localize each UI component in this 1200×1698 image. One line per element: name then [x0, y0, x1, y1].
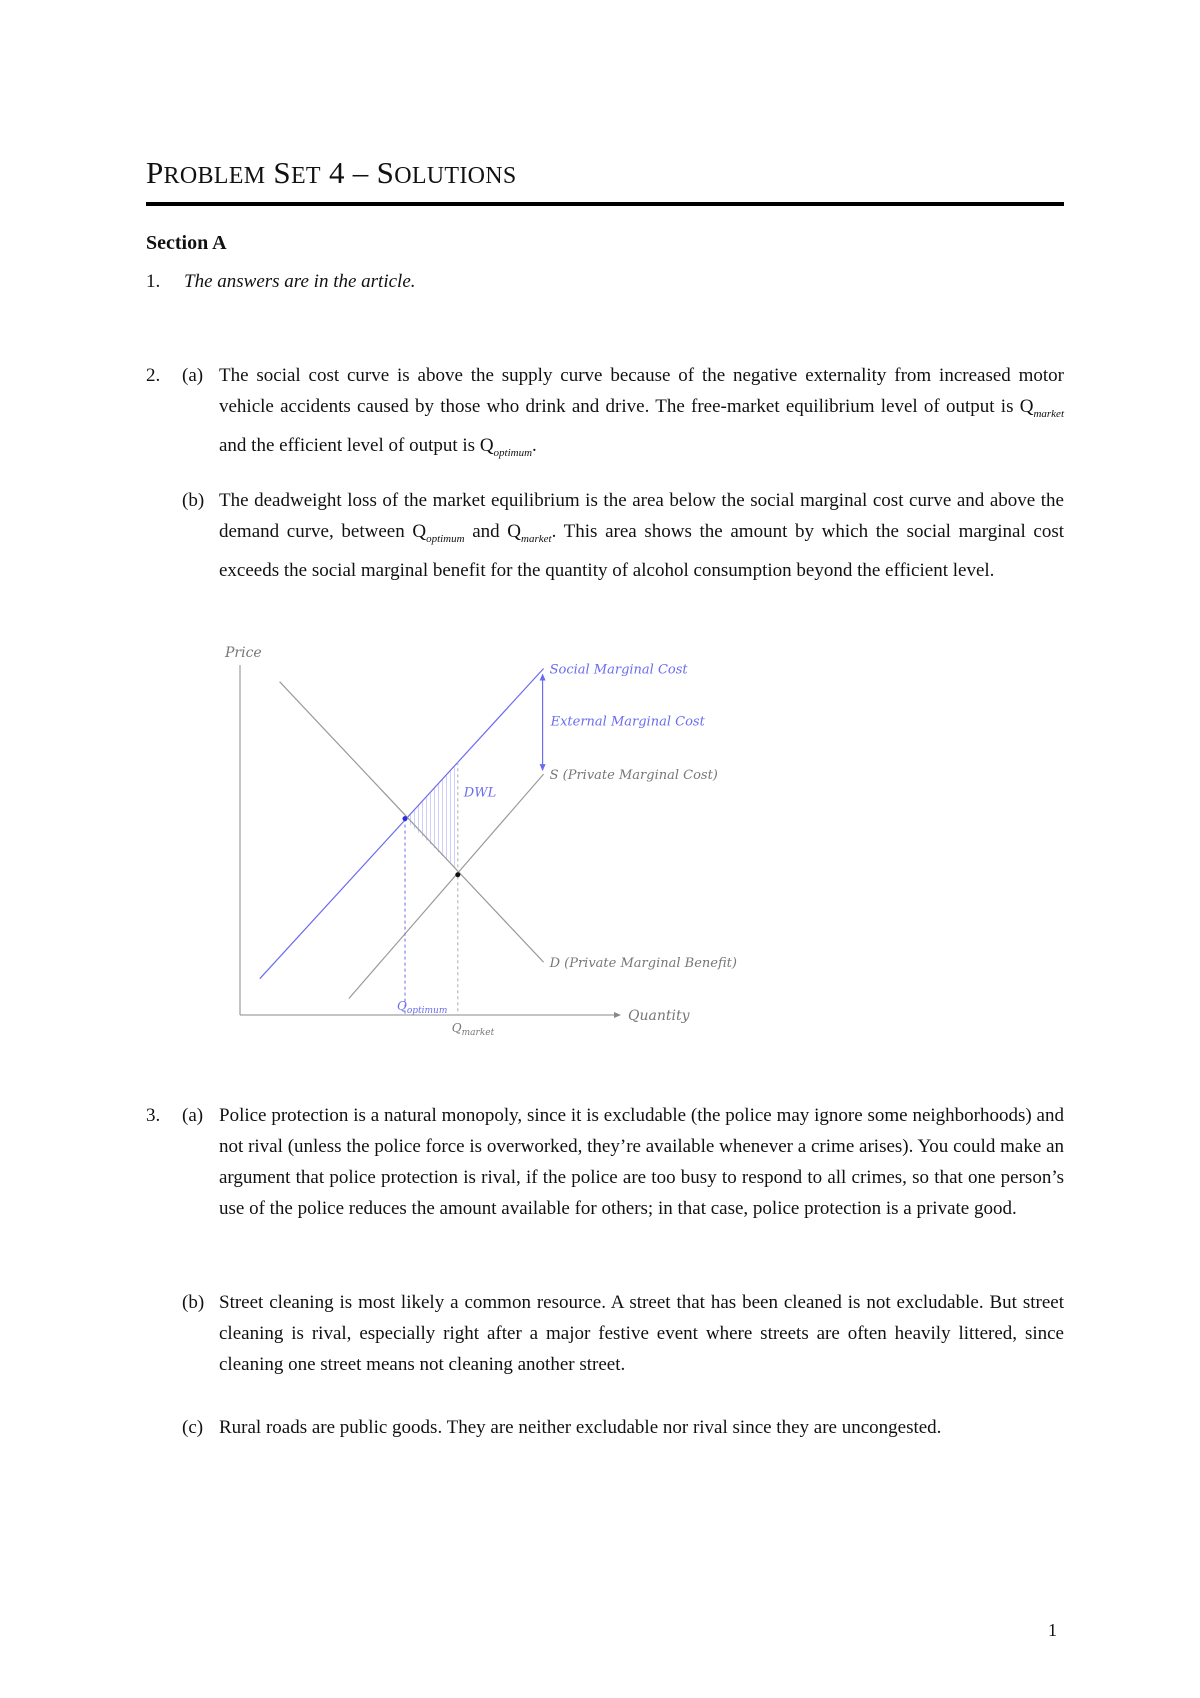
dwl-label: DWL: [463, 785, 497, 801]
market-point: [455, 872, 460, 877]
question-2b-text: The deadweight loss of the market equilibrium is the area below the social marginal cost curve and above the demand curve, between $Q_{optimum}$ and $Q_{market}$. This area shows the amount by which the social marginal cost exceeds the social marginal benefit for the quantity of alcohol consumption beyond the efficient level.: [219, 490, 1065, 581]
externality-chart: [190, 625, 790, 1045]
question-number: 3.: [146, 1105, 161, 1126]
page-title: PROBLEM SET 4 – SOLUTIONS: [146, 155, 517, 190]
part-label: (a): [182, 1105, 204, 1126]
question-number: 1.: [146, 271, 161, 292]
demand-label: D (Private Marginal Benefit): [549, 956, 737, 972]
question-3a-text: Police protection is a natural monopoly, since it is excludable (the police may ignore some neighborhoods) and not rival (unless the police force is overworked, they’re available whenever a crime arises). You could make an argument that police protection is rival, if the police are too busy to respond to all crimes, so that one person’s use of the police reduces the amount available for others; in that case, police protection is a private good.: [219, 1105, 1064, 1219]
smc-label: Social Marginal Cost: [549, 662, 688, 678]
part-label: (c): [182, 1417, 204, 1438]
section-heading: Section A: [146, 232, 227, 254]
page-number: 1: [1048, 1620, 1057, 1640]
question-2a-text: The social cost curve is above the supply curve because of the negative externality from increased motor vehicle accidents caused by those who drink and drive. The free-market equilibrium level of output is $Q_{market}$ and the efficient level of output is $Q_{optimum}$.: [219, 365, 1064, 459]
part-label: (a): [182, 365, 204, 386]
question-1-text: The answers are in the article.: [184, 271, 416, 292]
supply-label: S (Private Marginal Cost): [549, 768, 718, 784]
part-label: (b): [182, 1292, 205, 1313]
demand-line: [280, 682, 544, 963]
y-axis-label: Price: [225, 645, 262, 661]
question-3b-text: Street cleaning is most likely a common resource. A street that has been cleaned is not excludable. But street cleaning is rival, especially right after a major festive event where streets are often heavily littered, since cleaning one street means not cleaning another street.: [219, 1292, 1064, 1375]
x-axis-label: Quantity: [628, 1008, 690, 1024]
title-rule: [146, 202, 1064, 206]
q-market-label: $Q_{market}$: [451, 1021, 495, 1038]
question-number: 2.: [146, 365, 161, 386]
dwl-area: [405, 762, 458, 871]
external-cost-label: External Marginal Cost: [550, 714, 705, 730]
optimum-point: [403, 816, 408, 821]
part-label: (b): [182, 490, 205, 511]
question-3c-text: Rural roads are public goods. They are neither excludable nor rival since they are uncongested.: [219, 1417, 942, 1438]
q-optimum-label: $Q_{optimum}$: [397, 999, 448, 1016]
